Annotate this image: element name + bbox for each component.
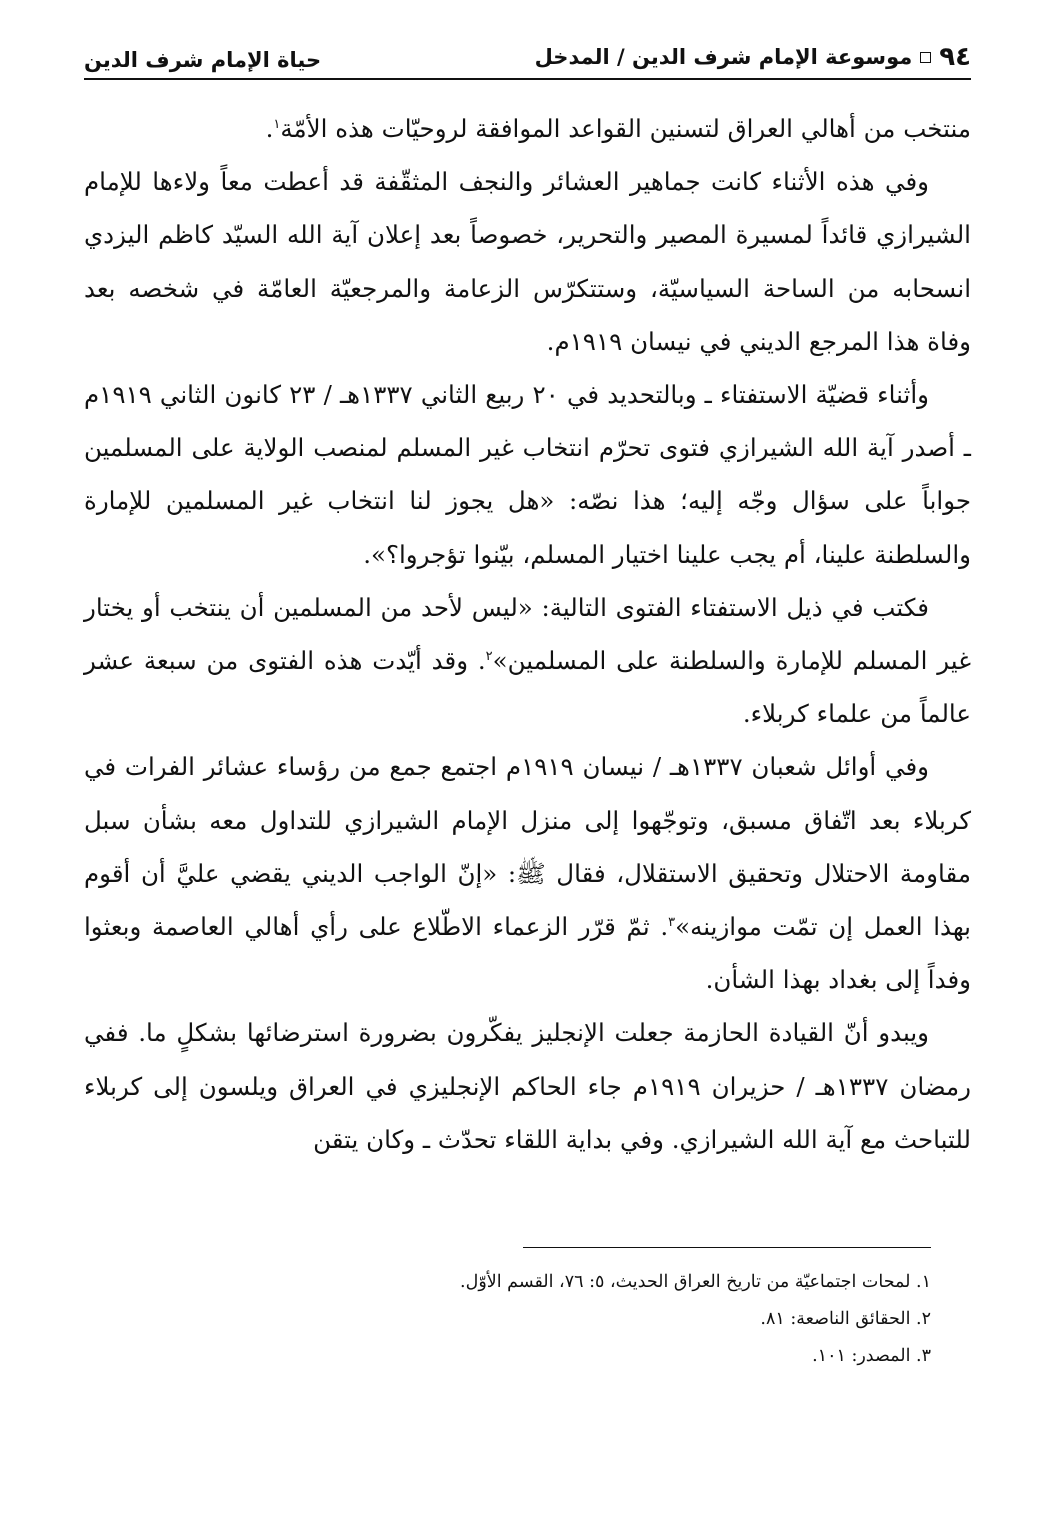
footnote-1: ١. لمحات اجتماعيّة من تاريخ العراق الحديث، ٥: ٧٦، القسم الأوّل. — [460, 1272, 931, 1292]
footnote-ref-3[interactable]: ٣ — [668, 914, 676, 930]
footnote-2: ٢. الحقائق الناصعة: ٨١. — [760, 1309, 931, 1329]
paragraph: ويبدو أنّ القيادة الحازمة جعلت الإنجليز يفكّرون بضرورة استرضائها بشكلٍ ما. ففي رمضان ١٣٣٧هـ / حزيران ١٩١٩م جاء الحاكم الإنجليزي في العراق ويلسون إلى كربلاء للتباحث مع آية الله الشيرازي. وفي بداية اللقاء تحدّث ـ وكان يتقن — [84, 1018, 972, 1154]
square-icon — [920, 52, 931, 63]
paragraph: وفي أوائل شعبان ١٣٣٧هـ / نيسان ١٩١٩م اجتمع جمع من رؤساء عشائر الفرات في كربلاء بعد اتّفاق مسبق، وتوجّهوا إلى منزل الإمام الشيرازي للتداول معه بشأن سبل مقاومة الاحتلال وتحقيق الاستقلال، فقال ﷺ: «إنّ الواجب الديني يقضي عليَّ أن أقوم بهذا العمل إن تمّت موازينه»$^٣$. ثمّ قرّر الزعماء الاطّلاع على رأي أهالي العاصمة وبعثوا وفداً إلى بغداد بهذا الشأن. — [84, 752, 971, 995]
footnote-ref-1[interactable]: ١ — [273, 116, 281, 132]
page-number: ٩٤ — [939, 42, 971, 72]
paragraph: وفي هذه الأثناء كانت جماهير العشائر والنجف المثقّفة قد أعطت معاً ولاءها للإمام الشيرازي قائداً لمسيرة المصير والتحرير، خصوصاً بعد إعلان آية الله السيّد كاظم اليزدي انسحابه من الساحة السياسيّة، وستتكرّس الزعامة والمرجعيّة العامّة في شخصه بعد وفاة هذا المرجع الديني في نيسان ١٩١٩م. — [84, 167, 971, 356]
running-header — [84, 36, 971, 80]
body-text — [84, 102, 971, 1166]
paragraph: منتخب من أهالي العراق لتسنين القواعد الموافقة لروحيّات هذه الأمّة$^١$. — [265, 114, 971, 143]
footnote-divider — [523, 1247, 931, 1248]
footnote-3: ٣. المصدر: ١٠١. — [812, 1346, 931, 1366]
section-title: حياة الإمام شرف الدين — [84, 48, 322, 72]
paragraph: فكتب في ذيل الاستفتاء الفتوى التالية: «ليس لأحد من المسلمين أن ينتخب أو يختار غير المسلم للإمارة والسلطنة على المسلمين»$^٢$. وقد أيّدت هذه الفتوى من سبعة عشر عالماً من علماء كربلاء. — [84, 592, 972, 729]
footnotes — [140, 1264, 931, 1375]
header-book-info — [535, 42, 971, 72]
book-title: موسوعة الإمام شرف الدين / المدخل — [534, 45, 913, 69]
footnote-ref-2[interactable]: ٢ — [485, 648, 493, 664]
paragraph: وأثناء قضيّة الاستفتاء ـ وبالتحديد في ٢٠ ربيع الثاني ١٣٣٧هـ / ٢٣ كانون الثاني ١٩١٩م ـ أصدر آية الله الشيرازي فتوى تحرّم انتخاب غير المسلم لمنصب الولاية على المسلمين جواباً على سؤال وجّه إليه؛ هذا نصّه: «هل يجوز لنا انتخاب غير المسلمين للإمارة والسلطنة علينا، أم يجب علينا اختيار المسلم، بيّنوا تؤجروا؟». — [84, 380, 971, 569]
